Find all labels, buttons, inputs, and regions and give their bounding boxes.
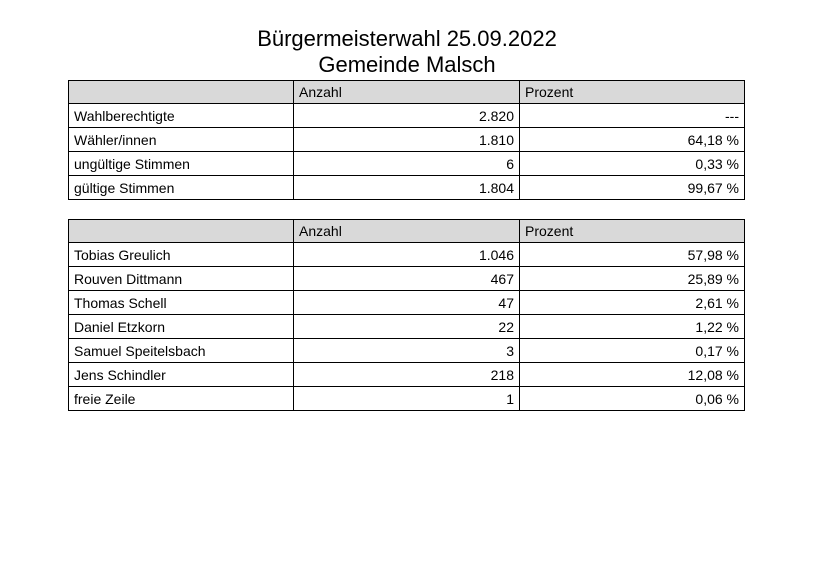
header-cell-prozent: Prozent xyxy=(520,220,745,243)
row-anzahl: 47 xyxy=(294,291,520,315)
table-row xyxy=(69,291,745,315)
row-anzahl: 22 xyxy=(294,315,520,339)
summary-table xyxy=(68,80,745,200)
row-anzahl: 467 xyxy=(294,267,520,291)
table-row xyxy=(69,267,745,291)
row-prozent: 2,61 % xyxy=(520,291,745,315)
table-row xyxy=(69,104,745,128)
row-anzahl: 218 xyxy=(294,363,520,387)
table-row xyxy=(69,339,745,363)
row-anzahl: 3 xyxy=(294,339,520,363)
table-header-row xyxy=(69,220,745,243)
row-prozent: --- xyxy=(520,104,745,128)
table-row xyxy=(69,243,745,267)
row-prozent: 99,67 % xyxy=(520,176,745,200)
table-row xyxy=(69,363,745,387)
row-label: Wähler/innen xyxy=(69,128,294,152)
row-label: freie Zeile xyxy=(69,387,294,411)
row-label: Daniel Etzkorn xyxy=(69,315,294,339)
row-prozent: 0,33 % xyxy=(520,152,745,176)
row-label: Thomas Schell xyxy=(69,291,294,315)
row-anzahl: 6 xyxy=(294,152,520,176)
row-anzahl: 1.046 xyxy=(294,243,520,267)
row-prozent: 64,18 % xyxy=(520,128,745,152)
row-prozent: 25,89 % xyxy=(520,267,745,291)
row-label: Samuel Speitelsbach xyxy=(69,339,294,363)
row-label: gültige Stimmen xyxy=(69,176,294,200)
table-header-row xyxy=(69,81,745,104)
row-prozent: 1,22 % xyxy=(520,315,745,339)
row-label: ungültige Stimmen xyxy=(69,152,294,176)
page-subtitle: Gemeinde Malsch xyxy=(318,52,496,77)
table-row xyxy=(69,152,745,176)
row-prozent: 0,17 % xyxy=(520,339,745,363)
row-anzahl: 1.810 xyxy=(294,128,520,152)
header-cell-prozent: Prozent xyxy=(520,81,745,104)
header-cell-anzahl: Anzahl xyxy=(294,81,520,104)
row-label: Wahlberechtigte xyxy=(69,104,294,128)
page-title: Bürgermeisterwahl 25.09.2022 xyxy=(257,26,557,51)
row-prozent: 57,98 % xyxy=(520,243,745,267)
row-label: Tobias Greulich xyxy=(69,243,294,267)
table-row xyxy=(69,128,745,152)
row-prozent: 0,06 % xyxy=(520,387,745,411)
row-anzahl: 1 xyxy=(294,387,520,411)
row-label: Jens Schindler xyxy=(69,363,294,387)
header-cell-empty xyxy=(69,220,294,243)
header-cell-anzahl: Anzahl xyxy=(294,220,520,243)
row-anzahl: 1.804 xyxy=(294,176,520,200)
row-prozent: 12,08 % xyxy=(520,363,745,387)
candidates-table xyxy=(68,219,745,411)
table-row xyxy=(69,176,745,200)
header-cell-empty xyxy=(69,81,294,104)
table-row xyxy=(69,315,745,339)
row-anzahl: 2.820 xyxy=(294,104,520,128)
table-row xyxy=(69,387,745,411)
row-label: Rouven Dittmann xyxy=(69,267,294,291)
